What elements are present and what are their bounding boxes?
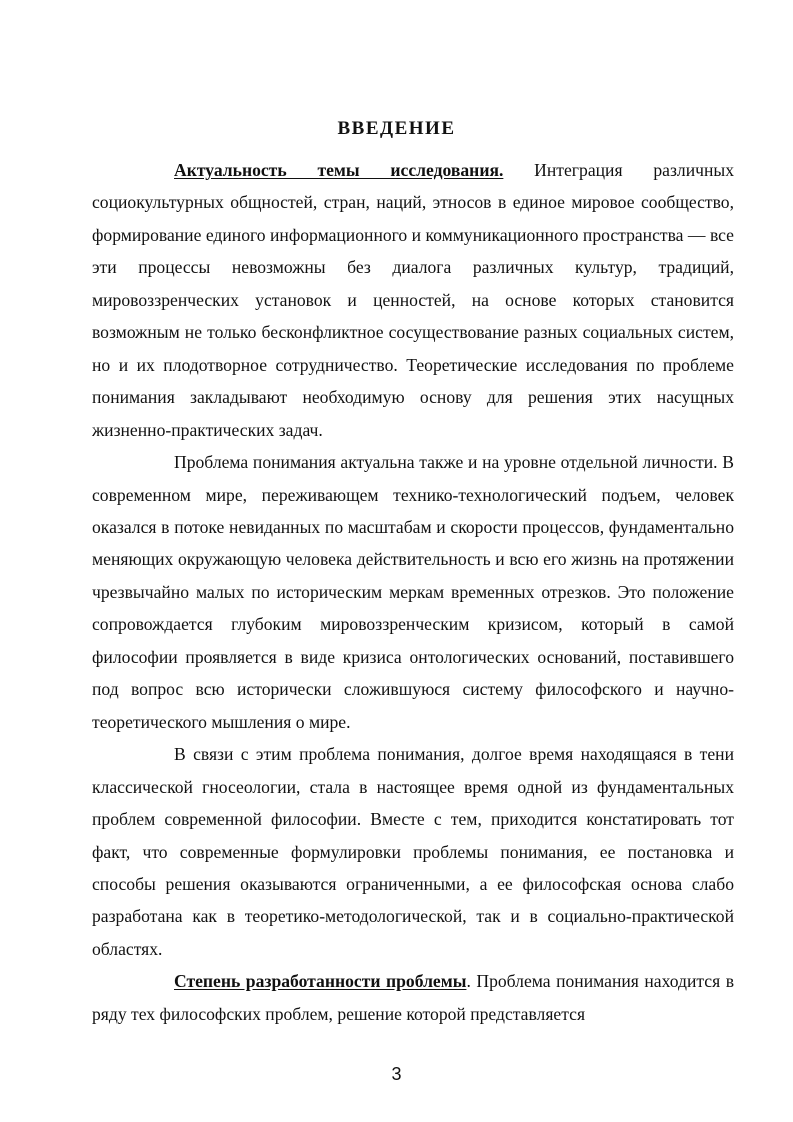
page-number: 3: [391, 1064, 402, 1084]
paragraph-lead-degree-of-development: Степень разработанности проблемы: [174, 971, 467, 992]
paragraph-degree-of-development: [92, 965, 734, 1030]
paragraph-lead-relevance: Актуальность темы исследования.: [174, 160, 504, 180]
paragraph-relevance: [92, 154, 734, 446]
section-title: ВВЕДЕНИЕ: [337, 118, 456, 139]
paragraph-text-personal-level: Проблема понимания актуальна также и на уровне отдельной личности. В современном мире, переживающем технико-технологический подъем, человек оказался в потоке невиданных по масштабам и скорости процессов, фундаментально меняющих окружающую человека действительность и всю его жизнь на протяжении чрезвычайно малых по историческим меркам временных отрезков. Это положение сопровождается глубоким мировоззренческим кризисом, который в самой философии проявляется в виде кризиса онтологических оснований, поставившего под вопрос всю исторически сложившуюся систему философского и научно-теоретического мышления о мире.: [92, 452, 734, 732]
paragraph-modern-philosophy: [92, 738, 734, 965]
body-text: [92, 154, 734, 1030]
paragraph-personal-level: [92, 446, 734, 738]
paragraph-text-relevance: Интеграция различных социокультурных общностей, стран, наций, этносов в единое мировое сообщество, формирование единого информационного и коммуникационного пространства — все эти процессы невозможны без диалога различных культур, традиций, мировоззренческих установок и ценностей, на основе которых становится возможным не только бесконфликтное сосуществование разных социальных систем, но и их плодотворное сотрудничество. Теоретические исследования по проблеме понимания закладывают необходимую основу для решения этих насущных жизненно-практических задач.: [92, 160, 734, 440]
paragraph-text-modern-philosophy: В связи с этим проблема понимания, долгое время находящаяся в тени классической гносеологии, стала в настоящее время одной из фундаментальных проблем современной философии. Вместе с тем, приходится констатировать тот факт, что современные формулировки проблемы понимания, ее постановка и способы решения оказываются ограниченными, а ее философская основа слабо разработана как в теоретико-методологической, так и в социально-практической областях.: [92, 744, 734, 959]
paragraph-text-degree-of-development: . Проблема понимания находится в ряду тех философских проблем, решение которой представляется: [92, 971, 734, 1024]
